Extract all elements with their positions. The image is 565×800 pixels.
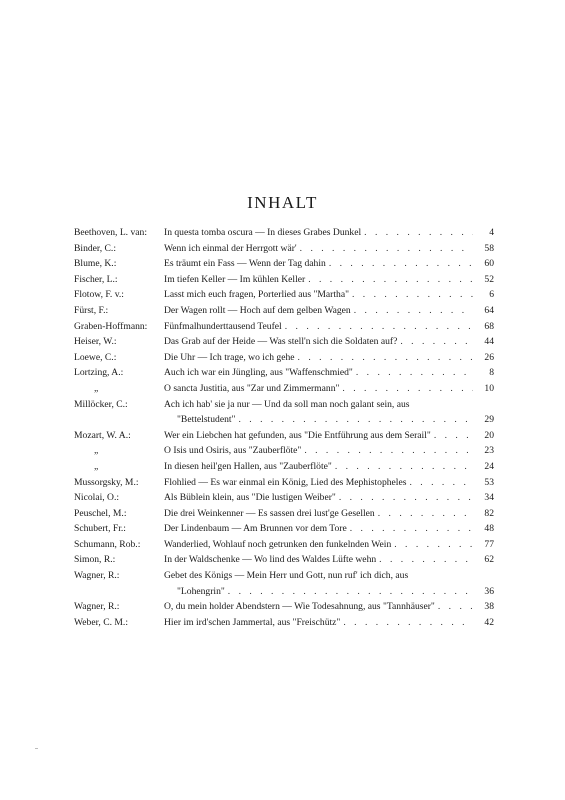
song-title: O, du mein holder Abendstern — Wie Todesahnung, aus "Tannhäuser" <box>164 601 435 613</box>
page-number: 23 <box>484 445 494 457</box>
toc-entry <box>74 303 494 319</box>
entry-body <box>164 381 476 397</box>
toc-entry <box>74 412 494 428</box>
toc-entry <box>74 365 494 381</box>
composer-name: Blume, K.: <box>74 258 117 270</box>
leader-dots <box>409 475 473 491</box>
leader-dots <box>343 615 473 631</box>
song-title: Es träumt ein Fass — Wenn der Tag dahin <box>164 258 326 270</box>
toc-entry <box>74 397 494 413</box>
page-number: 62 <box>484 554 494 566</box>
page-number: 77 <box>484 538 494 550</box>
song-title: Die drei Weinkenner — Es sassen drei lust'ge Gesellen <box>164 507 375 519</box>
entry-body <box>164 443 476 459</box>
toc-entry <box>74 568 494 584</box>
toc-entry <box>74 537 494 553</box>
composer-name: Simon, R.: <box>74 554 116 566</box>
page-number: 20 <box>484 429 494 441</box>
leader-dots <box>394 537 473 553</box>
page-number: 42 <box>484 616 494 628</box>
composer-name: Mussorgsky, M.: <box>74 476 139 488</box>
composer-name: Wagner, R.: <box>74 601 120 613</box>
song-title: In der Waldschenke — Wo lind des Waldes Lüfte wehn <box>164 554 377 566</box>
page-number: 44 <box>484 336 494 348</box>
song-title: Im tiefen Keller — Im kühlen Keller <box>164 273 306 285</box>
toc-entry <box>74 256 494 272</box>
leader-dots <box>438 599 473 615</box>
toc-entry <box>74 225 494 241</box>
entry-body <box>164 490 476 506</box>
ditto-mark: „ <box>94 382 99 394</box>
entry-body <box>164 537 476 553</box>
leader-dots <box>354 303 473 319</box>
toc-entry <box>74 287 494 303</box>
composer-name: Beethoven, L. van: <box>74 227 147 238</box>
toc-entry <box>74 490 494 506</box>
leader-dots <box>379 552 473 568</box>
page-number: 52 <box>484 273 494 285</box>
composer-name: Binder, C.: <box>74 242 116 254</box>
entry-body <box>164 412 476 428</box>
entry-body <box>164 397 476 413</box>
page-number: 82 <box>484 507 494 519</box>
song-title: Wenn ich einmal der Herrgott wär' <box>164 242 297 254</box>
entry-body <box>164 506 476 522</box>
toc-entry <box>74 381 494 397</box>
composer-name: Loewe, C.: <box>74 351 117 363</box>
leader-dots <box>378 506 473 522</box>
song-title: Auch ich war ein Jüngling, aus "Waffenschmied" <box>164 367 353 379</box>
entry-body <box>164 599 476 615</box>
composer-name: Schubert, Fr.: <box>74 523 126 535</box>
leader-dots <box>308 272 473 288</box>
page-number: 6 <box>489 289 494 301</box>
entry-body <box>164 584 476 600</box>
song-title: Lasst mich euch fragen, Porterlied aus "Martha" <box>164 289 349 301</box>
entry-body <box>164 225 476 241</box>
page-number: 10 <box>484 382 494 394</box>
page-number: 34 <box>484 492 494 504</box>
composer-name: Graben-Hoffmann: <box>74 320 148 332</box>
entry-body <box>164 475 476 491</box>
entry-body <box>164 334 476 350</box>
leader-dots <box>300 241 473 257</box>
song-title: Als Büblein klein, aus "Die lustigen Weiber" <box>164 492 336 504</box>
song-title: Fünfmalhunderttausend Teufel <box>164 320 282 332</box>
page-number: 58 <box>484 242 494 254</box>
leader-dots <box>329 256 473 272</box>
toc-entry <box>74 334 494 350</box>
song-title: Ach ich hab' sie ja nur — Und da soll man noch galant sein, aus <box>164 398 410 410</box>
toc-entry <box>74 615 494 631</box>
page-number: 24 <box>484 460 494 472</box>
composer-name: Fischer, L.: <box>74 273 118 285</box>
composer-name: Wagner, R.: <box>74 570 120 582</box>
page-number: 64 <box>484 304 494 316</box>
ditto-mark: „ <box>94 445 99 457</box>
entry-body <box>164 350 476 366</box>
leader-dots <box>350 521 473 537</box>
toc-entry <box>74 552 494 568</box>
page-number: 48 <box>484 523 494 535</box>
entry-body <box>164 287 476 303</box>
leader-dots <box>335 459 473 475</box>
song-title: Flohlied — Es war einmal ein König, Lied des Mephistopheles <box>164 476 407 488</box>
toc-entry <box>74 599 494 615</box>
leader-dots <box>228 584 473 600</box>
leader-dots <box>304 443 473 459</box>
leader-dots <box>434 428 473 444</box>
toc-entry <box>74 443 494 459</box>
entry-body <box>164 459 476 475</box>
page-number: 60 <box>484 258 494 270</box>
entry-body <box>164 615 476 631</box>
entry-body <box>164 272 476 288</box>
composer-name: Flotow, F. v.: <box>74 289 124 301</box>
song-title: O Isis und Osiris, aus "Zauberflöte" <box>164 445 302 457</box>
page-number: 36 <box>484 585 494 597</box>
scan-speck <box>35 748 38 749</box>
toc-entry <box>74 475 494 491</box>
toc-entry <box>74 584 494 600</box>
composer-name: Heiser, W.: <box>74 336 117 348</box>
entry-body <box>164 552 476 568</box>
table-of-contents <box>74 225 494 630</box>
composer-name: Fürst, F.: <box>74 304 109 316</box>
toc-entry <box>74 272 494 288</box>
song-title: Hier im ird'schen Jammertal, aus "Freischütz" <box>164 616 341 628</box>
toc-entry <box>74 459 494 475</box>
page-number: 4 <box>489 227 494 238</box>
song-title: Der Lindenbaum — Am Brunnen vor dem Tore <box>164 523 347 535</box>
page-number: 53 <box>484 476 494 488</box>
composer-name: Millöcker, C.: <box>74 398 128 410</box>
song-title: In questa tomba oscura — In dieses Grabes Dunkel <box>164 227 362 238</box>
toc-entry <box>74 521 494 537</box>
entry-body <box>164 256 476 272</box>
toc-entry <box>74 350 494 366</box>
page-number: 29 <box>484 414 494 426</box>
page-number: 8 <box>489 367 494 379</box>
page-number: 38 <box>484 601 494 613</box>
toc-entry <box>74 319 494 335</box>
entry-body <box>164 568 476 584</box>
composer-name: Weber, C. M.: <box>74 616 128 628</box>
composer-name: Mozart, W. A.: <box>74 429 131 441</box>
entry-body <box>164 319 476 335</box>
song-title: Das Grab auf der Heide — Was stell'n sich die Soldaten auf? <box>164 336 398 348</box>
composer-name: Schumann, Rob.: <box>74 538 141 550</box>
composer-name: Lortzing, A.: <box>74 367 124 379</box>
page-number: 68 <box>484 320 494 332</box>
leader-dots <box>339 490 473 506</box>
leader-dots <box>400 334 473 350</box>
song-title: O sancta Justitia, aus "Zar und Zimmermann" <box>164 382 340 394</box>
toc-entry <box>74 241 494 257</box>
leader-dots <box>298 350 473 366</box>
entry-body <box>164 241 476 257</box>
leader-dots <box>238 412 473 428</box>
toc-entry <box>74 506 494 522</box>
song-title: "Lohengrin" <box>177 585 225 597</box>
leader-dots <box>342 381 473 397</box>
leader-dots <box>364 225 473 241</box>
page-title: INHALT <box>247 193 318 212</box>
leader-dots <box>356 365 473 381</box>
composer-name: Nicolai, O.: <box>74 492 120 504</box>
entry-body <box>164 303 476 319</box>
song-title: "Bettelstudent" <box>177 414 236 426</box>
ditto-mark: „ <box>94 460 99 472</box>
entry-body <box>164 365 476 381</box>
composer-name: Peuschel, M.: <box>74 507 127 519</box>
song-title: Gebet des Königs — Mein Herr und Gott, nun ruf' ich dich, aus <box>164 570 409 582</box>
leader-dots <box>285 319 473 335</box>
entry-body <box>164 521 476 537</box>
leader-dots <box>352 287 473 303</box>
song-title: Der Wagen rollt — Hoch auf dem gelben Wagen <box>164 304 351 316</box>
song-title: Die Uhr — Ich trage, wo ich gehe <box>164 351 295 363</box>
song-title: Wer ein Liebchen hat gefunden, aus "Die Entführung aus dem Serail" <box>164 429 431 441</box>
song-title: In diesen heil'gen Hallen, aus "Zauberflöte" <box>164 460 332 472</box>
toc-entry <box>74 428 494 444</box>
song-title: Wanderlied, Wohlauf noch getrunken den funkelnden Wein <box>164 538 392 550</box>
page-number: 26 <box>484 351 494 363</box>
entry-body <box>164 428 476 444</box>
